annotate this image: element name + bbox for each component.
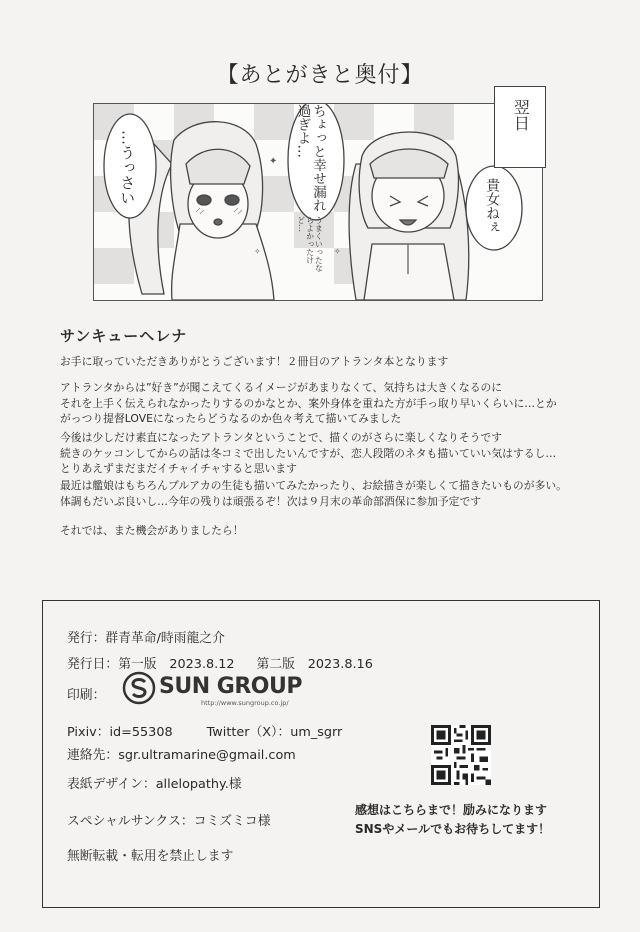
thanks-label: スペシャルサンクス： (67, 814, 194, 829)
afterword-paragraph-4 (60, 478, 600, 509)
contact-label: 連絡先： (67, 748, 119, 763)
afterword-line: とりあえずまだまだイチャイチャすると思います (60, 462, 297, 476)
cover-label: 表紙デザイン： (67, 777, 156, 792)
qr-note-line-1: 感想はこちらまで！励みになります (355, 803, 548, 817)
cover-designer: allelopathy.様 (155, 777, 242, 792)
afterword-line: アトランタからは”好き”が聞こえてくるイメージがあまりなくて、気持ちは大きくなるのに (60, 381, 503, 394)
printer-name: SUN GROUP (159, 674, 302, 699)
sun-group-logo-icon (122, 671, 156, 705)
page-title: 【あとがきと奥付】 (216, 63, 424, 88)
colophon-box (42, 600, 600, 908)
afterword-paragraph-2 (60, 380, 600, 427)
twitter-handle: Twitter（X）：um_sgrr (206, 725, 343, 740)
afterword-line: 体調もだいぶ良いし…今年の残りは頑張るぞ！次は９月末の革命部酒保に参加予定です (60, 494, 482, 508)
afterword-line: それでは、また機会がありましたら！ (60, 524, 244, 537)
qr-note-line-2: SNSやメールでもお待ちしてます！ (355, 822, 551, 836)
contact-email: sgr.ultramarine@gmail.com (118, 748, 296, 763)
qr-code-icon[interactable] (431, 725, 491, 785)
thanks-value: コミズミコ様 (193, 814, 271, 829)
publisher-label: 発行： (67, 631, 106, 646)
printer-url: http://www.sungroup.co.jp/ (201, 699, 289, 707)
print-row (67, 684, 105, 703)
cover-row (67, 773, 242, 792)
aside-text: うまくいったならよかったけど… (296, 216, 324, 272)
afterword-paragraph-5 (60, 523, 600, 539)
print-label: 印刷： (67, 688, 106, 703)
narration-text: 翌日 (511, 99, 531, 131)
edition-1: 第一版 2023.8.12 (118, 657, 235, 672)
afterword-line: お手に取っていただきありがとうございます！２冊目のアトランタ本となります (60, 355, 449, 368)
publisher-row (67, 627, 225, 646)
svg-text:✦: ✦ (269, 156, 278, 167)
svg-text:✧: ✧ (334, 247, 341, 256)
afterword-line: 続きのケッコンしてからの話は冬コミで出したいんですが、恋人段階のネタも描いていい気はするし… (60, 446, 557, 460)
afterword-heading: サンキューヘレナ (60, 327, 188, 345)
edition-2: 第二版 2023.8.16 (256, 657, 373, 672)
pixiv-row (67, 721, 342, 740)
afterword-line: 今後は少しだけ素直になったアトランタということで、描くのがさらに楽しくなりそうです (60, 431, 503, 444)
afterword-paragraph-1 (60, 354, 600, 370)
speech-bubble-right: 貴女ねぇ (484, 178, 501, 234)
afterword-line: それを上手く伝えられなかったりするのかなとか、案外身体を重ねた方が手っ取り早いくらいに…とか (60, 396, 557, 410)
svg-text:✧: ✧ (254, 247, 261, 256)
afterword-line: がっつり提督LOVEになったらどうなるのか色々考えて描いてみました (60, 412, 402, 426)
date-row (67, 653, 373, 672)
afterword-line: 最近は艦娘はもちろんブルアカの生徒も描いてみたかったり、お絵描きが楽しくて描きたいものが多い。 (60, 479, 567, 492)
pixiv-id: Pixiv：id=55308 (67, 725, 173, 740)
comic-panel (93, 103, 543, 301)
afterword-paragraph-3 (60, 430, 600, 477)
speech-bubble-center: ちょっと幸せ漏れ過ぎよ… (294, 104, 327, 212)
notice-text: 無断転載・転用を禁止します (67, 849, 234, 864)
date-label: 発行日： (67, 657, 119, 672)
contact-row (67, 744, 296, 763)
publisher-value: 群青革命/時雨龍之介 (105, 631, 225, 646)
thanks-row (67, 810, 270, 829)
narration-box (494, 86, 546, 168)
speech-bubble-left: …うっさい (118, 130, 137, 205)
